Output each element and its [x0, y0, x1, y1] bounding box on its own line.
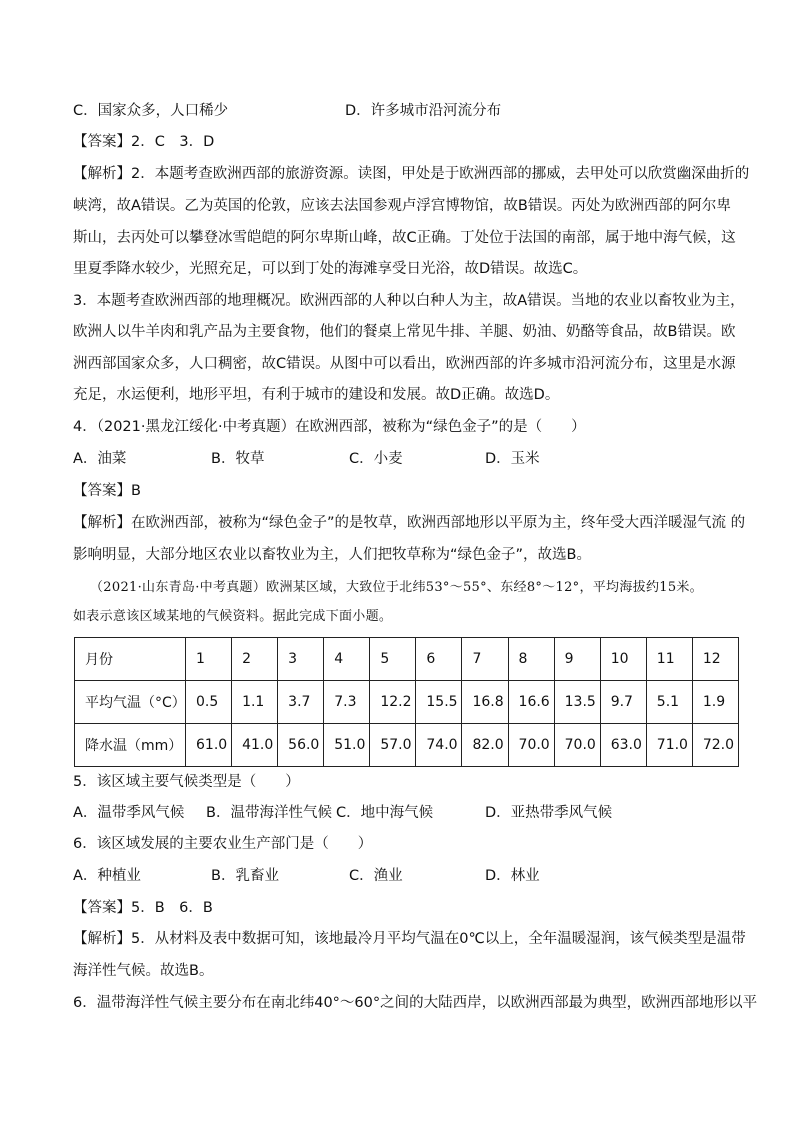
analysis-line: 洲西部国家众多，人口稠密，故C错误。从图中可以看出，欧洲西部的许多城市沿河流分布，这里是水源 — [73, 356, 736, 372]
table-cell: 10 — [600, 638, 646, 681]
table-cell: 72.0 — [692, 724, 738, 767]
table-cell: 12.2 — [370, 681, 416, 724]
table-cell: 71.0 — [646, 724, 692, 767]
table-cell: 3 — [278, 638, 324, 681]
table-cell: 8 — [508, 638, 554, 681]
table-row — [75, 681, 739, 724]
option-b: B．温带海洋性气候 — [206, 805, 332, 821]
analysis-line: 海洋性气候。故选B。 — [73, 963, 214, 979]
table-cell: 5 — [370, 638, 416, 681]
table-cell: 1 — [186, 638, 232, 681]
answer-line: 【答案】2．C 3．D — [73, 134, 215, 150]
table-cell: 11 — [646, 638, 692, 681]
option-a: A．种植业 — [73, 868, 141, 884]
climate-table — [74, 637, 739, 767]
table-cell: 3.7 — [278, 681, 324, 724]
analysis-line: 3．本题考查欧洲西部的地理概况。欧洲西部的人种以白种人为主，故A错误。当地的农业以畜牧业为主， — [73, 293, 745, 309]
table-cell: 56.0 — [278, 724, 324, 767]
table-cell: 7.3 — [324, 681, 370, 724]
question-stem: 6．该区域发展的主要农业生产部门是（ ） — [73, 836, 373, 852]
table-cell: 15.5 — [416, 681, 462, 724]
analysis-line: 充足，水运便利，地形平坦，有利于城市的建设和发展。故D正确。故选D。 — [73, 387, 560, 403]
analysis-line: 里夏季降水较少，光照充足，可以到丁处的海滩享受日光浴，故D错误。故选C。 — [73, 261, 588, 277]
option-d: D．许多城市沿河流分布 — [345, 103, 502, 119]
table-cell: 2 — [232, 638, 278, 681]
analysis-line: 斯山，去丙处可以攀登冰雪皑皑的阿尔卑斯山峰，故C正确。丁处位于法国的南部，属于地中海气候，这 — [73, 230, 736, 246]
table-cell: 57.0 — [370, 724, 416, 767]
analysis-line: 6．温带海洋性气候主要分布在南北纬40°～60°之间的大陆西岸，以欧洲西部最为典型，欧洲西部地形以平 — [73, 995, 758, 1011]
table-cell: 82.0 — [462, 724, 508, 767]
table-cell: 9 — [554, 638, 600, 681]
table-row-header: 降水温（mm） — [75, 724, 186, 767]
analysis-line: 【解析】5．从材料及表中数据可知，该地最冷月平均气温在0℃以上，全年温暖湿润，该气候类型是温带 — [73, 931, 746, 947]
option-a: A．温带季风气候 — [73, 805, 185, 821]
table-cell: 16.6 — [508, 681, 554, 724]
table-cell: 16.8 — [462, 681, 508, 724]
option-b: B．乳畜业 — [211, 868, 279, 884]
passage-line: 如表示意该区域某地的气候资料。据此完成下面小题。 — [73, 609, 393, 624]
answer-line: 【答案】B — [73, 483, 141, 499]
table-cell: 61.0 — [186, 724, 232, 767]
table-cell: 12 — [692, 638, 738, 681]
table-cell: 70.0 — [554, 724, 600, 767]
table-row — [75, 724, 739, 767]
analysis-line: 峡湾，故A错误。乙为英国的伦敦，应该去法国参观卢浮宫博物馆，故B错误。丙处为欧洲西部的阿尔卑 — [73, 198, 731, 214]
answer-line: 【答案】5．B 6．B — [73, 900, 213, 916]
passage-line: （2021·山东青岛·中考真题）欧洲某区域，大致位于北纬53°～55°、东经8°～12°，平均海拔约15米。 — [90, 580, 703, 595]
option-c: C．渔业 — [349, 868, 403, 884]
option-d: D．亚热带季风气候 — [485, 805, 613, 821]
table-cell: 13.5 — [554, 681, 600, 724]
option-b: B．牧草 — [211, 451, 265, 467]
table-cell: 1.9 — [692, 681, 738, 724]
table-cell: 9.7 — [600, 681, 646, 724]
table-cell: 74.0 — [416, 724, 462, 767]
table-cell: 6 — [416, 638, 462, 681]
analysis-line: 【解析】2．本题考查欧洲西部的旅游资源。读图，甲处是于欧洲西部的挪威，去甲处可以欣赏幽深曲折的 — [73, 166, 750, 182]
option-a: A．油菜 — [73, 451, 127, 467]
table-row-header: 平均气温（°C） — [75, 681, 186, 724]
option-c: C．国家众多，人口稀少 — [73, 103, 229, 119]
table-cell: 63.0 — [600, 724, 646, 767]
table-cell: 41.0 — [232, 724, 278, 767]
option-d: D．林业 — [485, 868, 540, 884]
table-cell: 1.1 — [232, 681, 278, 724]
table-cell: 4 — [324, 638, 370, 681]
table-cell: 70.0 — [508, 724, 554, 767]
table-cell: 5.1 — [646, 681, 692, 724]
question-stem: 4．（2021·黑龙江绥化·中考真题）在欧洲西部，被称为“绿色金子”的是（ ） — [73, 419, 586, 435]
option-c: C．地中海气候 — [336, 805, 434, 821]
option-c: C．小麦 — [349, 451, 403, 467]
question-stem: 5．该区域主要气候类型是（ ） — [73, 774, 300, 790]
table-row-header: 月份 — [75, 638, 186, 681]
analysis-line: 【解析】在欧洲西部，被称为“绿色金子”的是牧草，欧洲西部地形以平原为主，终年受大西洋暖湿气流 的 — [73, 515, 746, 531]
table-cell: 7 — [462, 638, 508, 681]
table-cell: 51.0 — [324, 724, 370, 767]
analysis-line: 影响明显，大部分地区农业以畜牧业为主，人们把牧草称为“绿色金子”，故选B。 — [73, 547, 591, 563]
table-row — [75, 638, 739, 681]
table-cell: 0.5 — [186, 681, 232, 724]
option-d: D．玉米 — [485, 451, 540, 467]
analysis-line: 欧洲人以牛羊肉和乳产品为主要食物，他们的餐桌上常见牛排、羊腿、奶油、奶酪等食品，故B错误。欧 — [73, 324, 736, 340]
